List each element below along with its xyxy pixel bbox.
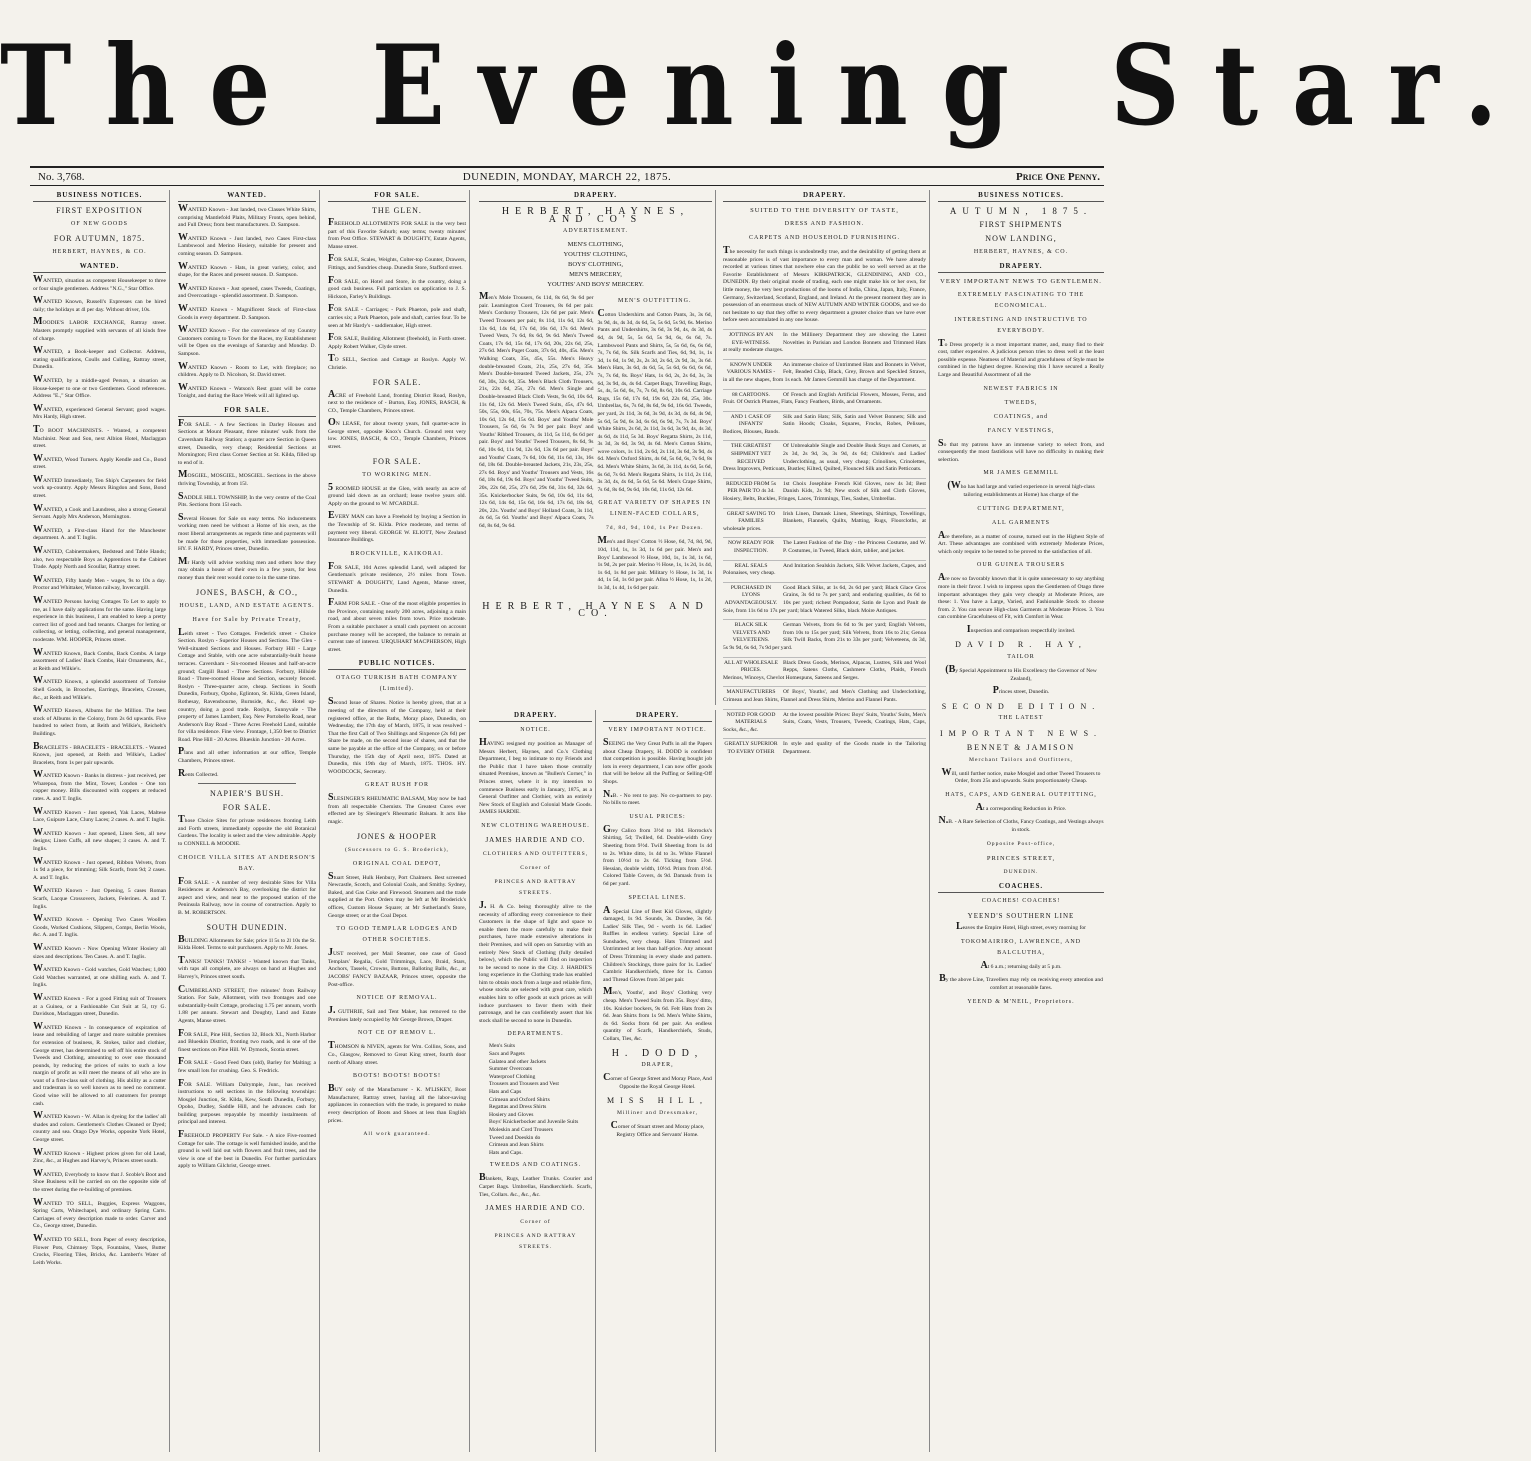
col2-heading: WANTED. — [178, 190, 316, 202]
clothing-line: MEN'S CLOTHING, — [567, 241, 624, 249]
vestings: FANCY VESTINGS, — [987, 427, 1055, 434]
outfitting-head: MEN'S OUTFITTING. — [618, 298, 692, 305]
hill-sub: Milliner and Dressmaker, — [616, 1109, 699, 1116]
departments-head: DEPARTMENTS. — [507, 1031, 564, 1038]
ad-item: WANTED Known - Gold watches, Gold Watches; 1,000 Gold Watches warranted, at one shilling each. A. and T. Inglis. — [33, 963, 166, 989]
exposition-sub: OF NEW GOODS — [71, 221, 128, 227]
ad-item: WANTED Known, Albums for the Million. The best stock of Albums in the Colony, from 2s 6d upwards. Five hundred to select from, at Reith and Wilkie's, Reichelt's Buildings. — [33, 704, 166, 737]
clothing-line: YOUTHS' CLOTHING, — [563, 251, 628, 259]
column-6 — [600, 710, 716, 1452]
garments-text: Are therefore, as a matter of course, turned out in the Highest Style of Art. These advantages are combined with extremely Moderate Prices, which only require to be tested to be proved to the satisfaction of all. — [938, 529, 1104, 555]
choice-title: CHOICE VILLA SITES AT ANDERSON'S BAY. — [178, 854, 316, 872]
jotting-row — [723, 329, 926, 355]
jotting-text: In the Millinery Department they are showing the Latest Novelties in Parisian and London Bonnets and Trimmed Hats at really moderate charges. — [723, 331, 926, 354]
ad-item: WANTED Known, Back Combs, Back Combs. A large assortment of Ladies' Back Combs, Hair Ornaments, &c., at Reith and Wilkie's. — [33, 646, 166, 672]
col2-ads-sale — [178, 417, 316, 583]
hooper-depot: ORIGINAL COAL DEPOT, — [352, 860, 442, 867]
yeend: YEEND'S SOUTHERN LINE — [967, 911, 1075, 920]
col2-ads-top — [178, 205, 316, 401]
tailor: TAILOR — [1007, 654, 1035, 661]
hooper-text: Stuart Street, Hulk Henbury, Port Chalmers. Best screened Newcastle, Scotch, and Colonial Coals, and Smithy. Sydney, Baked, and Gas Coke and Firewood. Steamers and the trade supplied at the Port. Orders may be left at Mr Broderick's offices, Custom House Square; at Mr Sutherland's Store, George street; or at the Coal Depot. — [328, 870, 466, 919]
exposition-firm: HERBERT, HAYNES, & CO. — [52, 249, 147, 255]
list-item: Men's Suits — [489, 1043, 516, 1050]
usual-text: Grey Calico from 3½d to 10d. Horrocks's Shirting, 5d; Twilled, 6d. Double-width Grey Sheeting from 9½d. Twill Sheeting from 1s 4d to 2s. White ditto, 1s 4d to 3s. White Flannel from 10½d to 2s 6d. Ticking from 5½d. Hessian, double width, 10½d. Prints from 4½d. Colored Table Covers, 4s 9d. Damask from 1s 6d per yard. — [603, 823, 712, 887]
jotting-text: And Imitation Sealskin Jackets, Silk Velvet Jackets, Capes, and Polonaises, very cheap. — [723, 562, 926, 577]
dodd-addr: Corner of George Street and Moray Place, And Opposite the Royal George Hotel. — [603, 1072, 712, 1090]
princes-dunedin: Princes street, Dunedin. — [992, 685, 1050, 697]
col3-ads3 — [328, 481, 466, 545]
shapes-price: 7d, 8d, 9d, 10d, 1s Per Dozen. — [605, 525, 704, 532]
ad-item: WANTED, a Cook and Laundress, also a strong General Servant. Apply Mrs Anderson, Mornington. — [33, 502, 166, 521]
jones-basch-title: JONES, BASCH, & CO., — [195, 587, 298, 597]
jotting-row — [723, 440, 926, 473]
public-notices-heading: PUBLIC NOTICES. — [328, 658, 466, 670]
ad-item: WANTED Immediately, Ten Ship's Carpenters for field work up-country. Apply Messrs Ringdon and Sons, Bond street. — [33, 473, 166, 500]
guinea: OUR GUINEA TROUSERS — [977, 562, 1065, 569]
jotting-side-label: MANUFACTURERS — [726, 689, 776, 696]
herbert-adv: ADVERTISEMENT. — [562, 228, 629, 235]
jotting-text: Of Boys', Youths', and Men's Clothing and Underclothing, Crimean and Jean Shirts, Flannel and Dress Shirts, Merino and Flannel Pants. — [723, 689, 926, 703]
column-3 — [325, 190, 470, 1452]
shapes-head: GREAT VARIETY OF SHAPES IN LINEN-FACED COLLARS, — [598, 500, 712, 518]
jotting-side-label: NOW READY FOR INSPECTION. — [728, 540, 774, 554]
ad-item: FOR SALE, Scales, Weights, Colter-top Counter, Drawers, Fittings, and Sundries cheap. Dunedin Store, Stafford street. — [328, 253, 466, 271]
warehouse-title: NEW CLOTHING WAREHOUSE. — [481, 822, 590, 829]
ad-item: MOSGIEL, MOSGIEL, MOSGIEL. Sections in the above thriving Township, at from 15l. — [178, 469, 316, 488]
column-7 — [720, 190, 930, 1452]
special-text: A Special Line of Best Kid Gloves, slightly damaged, 1s 9d. Sounds, 3s. Dundee, 3s 6d. Ladies' Silk Ties, 9d - worth 1s 6d. Ladies' Ruffles in endless variety. Special Line of Sunshades, very cheap. Hats Trimmed and Untrimmed at less than half-price. Any amount of Dress Trimming in every shade and pattern. Children's Stockings, three pairs for 1s. Ladies' Cambric Handkerchiefs, three for 1s. Cotton and Thread Gloves from 3d per pair. — [603, 904, 712, 983]
ad-item: WANTED, Cabinetmakers, Bedstead and Table Hands; also, two respectable Boys as Apprentices to the Cabinet Trade. Apply North and Scoullar, Rattray street. — [33, 545, 166, 571]
jotting-row — [723, 619, 926, 652]
removal-text: J. GUTHRIE, Sail and Tent Maker, has removed to the Premises lately occupied by Mr George Brown, Draper. — [328, 1005, 466, 1023]
col3-heading: FOR SALE. — [328, 190, 466, 202]
jotting-side-label: THE GREATEST SHIPMENT YET RECEIVED — [730, 443, 772, 465]
ad-item: FARM FOR SALE. - One of the most eligible properties in the Province, containing nearly 200 acres, adjoining a main road, and about seven miles from town. Price moderate. From a suitable purchaser a small cash payment on account purchase money will be accepted, the balance to remain at current rate of interest. URQUHART MACPHERSON, High street. — [328, 597, 466, 653]
jotting-row — [723, 657, 926, 683]
ad-item: FOR SALE, on Hotel and Store, in the country, doing a good cash business. Full particulars on application to J. S. Hickson, Farley's Buildings. — [328, 274, 466, 300]
list-item: Hats and Caps — [489, 1089, 522, 1095]
col8-heading: BUSINESS NOTICES. — [938, 190, 1104, 202]
turkish-title: OTAGO TURKISH BATH COMPANY (Limited). — [335, 675, 459, 693]
ad-item: WANTED Known - Now Opening Winter Hosiery all sizes and descriptions. Ten Cases. A. and T. Inglis. — [33, 941, 166, 960]
napier-title: NAPIER'S BUSH. — [209, 789, 285, 799]
col6-heading: DRAPERY. — [603, 710, 712, 722]
col3-ads — [328, 219, 466, 373]
interesting: INTERESTING AND INSTRUCTIVE TO EVERYBODY. — [954, 316, 1088, 334]
ad-item: CUMBERLAND STREET, five minutes' from Railway Station. For Sale, Allotment, with two frontages and one substantially-built Cottage, producing 1.75 per annum, worth 1.88 per annum. Stewart and Doughty, Land and Estate Agents, Manse street. — [178, 983, 316, 1024]
hardie-princes-2: PRINCES AND RATTRAY STREETS. — [494, 1233, 577, 1251]
jotting-side-label: JOTTINGS BY AN EYE-WITNESS. — [728, 331, 774, 346]
herbert-sign: HERBERT, HAYNES AND CO. — [482, 600, 709, 620]
ad-item: BRACELETS - BRACELETS - BRACELETS. - Wanted Known, just opened, at Reith and Wilkie's, Ladies' Bracelets, from 1s per pair upwards. — [33, 740, 166, 766]
list-item: Crimean and Jean Shirts — [489, 1142, 544, 1149]
hill-title: MISS HILL, — [607, 1096, 708, 1106]
list-item: Regattas and Dress Shirts — [489, 1104, 547, 1111]
youths-text: Men's, Youths', and Boys' Clothing very cheap. Men's Tweed Suits from 35s. Boys' ditto, 10s. Knicker bockers, 9s 6d. Felt Hats from 2s 6d. Jean Shirts from 1s 9d. Men's White Shirts, 4s 6d. Socks from 6d per pair. An endless quantity of Scarfs, Handkerchiefs, Studs, Collars, Ties, &c. — [603, 986, 712, 1042]
price: Price One Penny. — [1015, 171, 1100, 183]
suited-title: SUITED TO THE DIVERSITY OF TASTE, — [750, 207, 899, 214]
choice-text: FOR SALE. - A number of very desirable Sites for Villa Residences at Anderson's Bay, overlooking the district for aspect and view, and near to the proposed station of the Peninsula Railway, now in course of construction. Apply to B. M. ROBERTSON. — [178, 875, 316, 916]
jotting-row — [723, 389, 926, 407]
jotting-side-label: GREAT SAVING TO FAMILIES — [726, 510, 776, 525]
yeend-text: Leaves the Empire Hotel, High street, every morning for — [955, 921, 1086, 933]
ad-item: WANTED, situation as competent Housekeeper to three or four single gentlemen. Address "N.G.," Star Office. — [33, 274, 166, 292]
jotting-row — [723, 709, 926, 735]
masthead-title: The Evening Star. — [0, 20, 1531, 151]
glen: THE GLEN. — [372, 206, 422, 215]
departments-list — [479, 1043, 592, 1157]
places: TOKOMAIRIRO, LAWRENCE, AND BALCLUTHA, — [960, 938, 1082, 956]
ad-item: WANTED Known - Watson's Rest grant will be come Tonight, and during the Race Week will all lighted up. — [178, 381, 316, 400]
jotting-row — [723, 686, 926, 704]
hardie-corner-2: Corner of — [520, 1219, 551, 1226]
fascinating: EXTREMELY FASCINATING TO THE ECONOMICAL. — [957, 291, 1085, 309]
hill-addr: Corner of Stuart street and Moray place, Registry Office and Servants' Home. — [610, 1119, 705, 1138]
ad-item: MOODIE'S LABOR EXCHANGE, Rattray street. Masters promptly supplied with servants of all kinds free of charge. — [33, 316, 166, 342]
now-landing: NOW LANDING, — [985, 233, 1057, 243]
ad-item: WANTED, experienced General Servant; good wages. Mrs Hardy, High street. — [33, 402, 166, 421]
jones-basch-sub: HOUSE, LAND, AND ESTATE AGENTS. — [179, 602, 315, 609]
gemmill: MR JAMES GEMMILL — [983, 470, 1059, 477]
column-5 — [476, 710, 596, 1452]
notice-title: NOTICE. — [520, 727, 551, 733]
ad-item: WANTED, by a middle-aged Person, a situation as House-keeper to one or two Gentlemen. Good references. Address "E.," Star Office. — [33, 373, 166, 400]
jotting-side-label: KNOWN UNDER VARIOUS NAMES - — [726, 361, 776, 376]
dress-title: DRESS AND FASHION. — [784, 221, 865, 227]
jotting-row — [723, 537, 926, 555]
col3-sale2: FOR SALE. — [372, 377, 422, 387]
news: IMPORTANT NEWS. — [939, 729, 1103, 739]
newest: NEWEST FABRICS IN — [983, 385, 1059, 392]
herbert-right-items: Cotton Undershirts and Cotton Pants, 3s, 3s 6d, 3s 9d, 4s, 4s 3d, 4s 6d, 5s, 5s 6d, 5s 9d, 6s. Merino Pants and Undershirts, 3s 6d, 3s 9d, 4s, 4s 3d, 4s 6d, 4s 9d, 5s, 5s 6d, 5s 9d, 6s, 6s 6d, 7s. Lambswool Pants and Shirts, 5s, 5s 6d, 6s, 6s 6d, 7s, 7s 6d, 8s. Silk Scarfs and Ties, 6d, 9d, 1s, 1s 3d, 1s 6d, 1s 9d, 2s, 2s 3d, 2s 6d, 2s 9d, 3s, 3s 6d. Men's Hats, 3s 6d, 4s 6d, 5s, 5s 6d, 6s 6d, 6s 6d, 7s, 7s 6d, 8s. Boys' Hats, 1s 6d, 2s, 2s 6d, 3s, 3s 6d, 3s 9d, 4s, 4s 6d. Carpet Bags, Travelling Bags, 5s, 4s, 5s 6d, 6s, 7s, 7s 6d, 8s 6d, 10s 6d. Carriage Rugs, 15s 6d, 17s 6d, 19s 6d, 22s 6d, 25s, 30s. Umbrellas, 6s, 7s 6d, 8s 6d, 9s 6d, 16s 6d. Tweeds, per yard, 2s 11d, 3s 6d, 3s 9d, 4s 3d, 4s 6d, 4s 9d, 5s 6d, 5s 9d, 6s 3d, 6s 6d, 6s 9d, 7s, 7s 3d. Boys' White Shirts, 2s 6d, 2s 11d, 3s 6d, 3s 9d, 4s, 4s 3d, 4s 6d, 4s 11d, 5s 3d. Boys' Regatta Shirts, 2s 11d, 3s 3d, 3s 6d, 3s 9d, 4s 6d. Men's Cotton Shirts, wove colors, 1s 11d, 2s 6d, 2s 11d, 3s 6d, 3s 9d, 4s 6d. Men's Oxford Shirts, 4s 6d, 5s 6d, 6s, 7s 6d, 8s 6d. Men's White Shirts, 3s 6d, 3s 11d, 4s 6d, 5s 6d, 6s 6d, 7s 6d. Men's Regatta Shirts, 1s 11d, 2s 11d, 3s 3d, 4s, 4s 6d, 5s 6d, 5s 6d. Men's Crape Shirts, 7s 6d, 8s 6d, 9s 6d, 10s 6d, 11s 6d, 12s 6d. — [597, 308, 712, 493]
jotting-side-label: GREATLY SUPERIOR TO EVERY OTHER — [724, 741, 778, 755]
list-item: Hosiery and Gloves — [489, 1111, 534, 1118]
second-edition: SECOND EDITION. — [941, 701, 1101, 711]
jotting-text: Good Black Silks, at 1s 6d, 2s 6d per yard; Black Glace Gros Grains, 3s 6d to 7s per yard; and enduring qualities, 4s 6d to 10s per yard; richest Pompadour, Satin de Lyon and Pault de Soie, from 11s 6d to 17s per yard; black Watered Silks, black Moire Antiques. — [723, 584, 926, 614]
col8-firm: HERBERT, HAYNES, & CO. — [973, 248, 1069, 255]
ad-item: FREEHOLD ALLOTMENTS FOR SALE in the very best part of this Favorite Suburb; easy terms; twenty minutes' from Post Office. STEWART & DOUGHTY, Estate Agents, Manse street. — [328, 217, 466, 250]
coaches-heading: COACHES. — [938, 881, 1104, 893]
jotting-text: At the lowest possible Prices: Boys' Suits, Youths' Suits, Men's Suits, Coats, Vests, Trousers, Tweeds, Coatings, Hats, Caps, Socks, &c., &c. — [723, 711, 926, 733]
guinea-text: Are now so favorably known that it is quite unnecessary to say anything more in their favor. I wish to impress upon the Gentlemen of Otago three important advantages they gain very cheaply at Moderate Prices, are these: 1. You have a Large, Varied, and Fashionable Stock to choose from. 2. You can secure High-class Garments at Moderate Prices. 3. You can combine Gracefulness of Fit, with Comfort in Wear. — [938, 572, 1104, 621]
ad-item: WANTED Known - For a good Fitting suit of Trousers at a Guinea, or a Fashionable Cut Suit at 5l, try G. Davidson, Maclaggan street, Dunedin. — [33, 991, 166, 1018]
jotting-text: German Velvets, from 6s 6d to 9s per yard; English Velvets, from 10s to 15s per yard; Silk Velvets, from 16s to 21s; Genoa Silk Twill Backs, from 21s to 33s per yard; Velveteens, 4s 3d, 5s 9s 9d, 6s 6d, 7s 9d per yard. — [723, 622, 926, 651]
napier-sub: FOR SALE. — [222, 803, 272, 813]
opposite: Opposite Post-office, — [986, 840, 1056, 847]
ad-item: WANTED Known - Just opened, Yak Laces, Maltese Lace, Guipure Lace, Cluny Laces; 2 cases. A. and T. Inglis. — [33, 805, 166, 824]
ad-item: WANTED Known - Magnificent Stock of First-class Goods in every department. D. Sampson. — [178, 302, 316, 321]
reduction: At a corresponding Reduction in Price. — [975, 801, 1067, 813]
slesinger: SLESINGER'S RHEUMATIC BALSAM, May now be had from all respectable Chemists. The Greatest Cures ever effected are by Slesinger's Rheumatic Balsam. It acts like magic. — [328, 792, 466, 826]
important-title: VERY IMPORTANT NOTICE. — [608, 727, 707, 733]
dodd-title: H. DODD, — [611, 1047, 704, 1059]
dodd-draper: DRAPER, — [641, 1062, 674, 1069]
jotting-row — [723, 359, 926, 385]
times: At 6 a.m.; returning daily at 5 p.m. — [980, 959, 1062, 971]
hardie-title-2: JAMES HARDIE AND CO. — [485, 1204, 586, 1213]
ad-item: WANTED Known - Highest prices given for old Lead, Zinc, &c., at Hughes and Harvey's, Princes street south. — [33, 1146, 166, 1165]
jotting-side-label: ALL AT WHOLESALE PRICES. — [724, 659, 778, 674]
divider — [198, 783, 296, 784]
jotting-text: An immense choice of Untrimmed Hats and Bonnets in Velvet, Felt, Beaded Chip, Black, Grey, Brown and Speckled Straws, in all the new shapes, from 1s each. Mr James Gemmill has charge of the Department. — [723, 361, 926, 383]
nb-text: N.B. - No rent to pay. No co-partners to pay. No bills to meet. — [603, 788, 712, 807]
yeend-more: By the above Line, Travellers may rely on receiving every attention and comfort at reasonable fares. — [939, 973, 1103, 991]
ad-item: TANKS! TANKS! TANKS! - Wanted known that Tanks, with taps all complete, are always on hand at Hughes and Harvey's, Princes street south. — [178, 954, 316, 980]
list-item: Summer Overcoats — [489, 1066, 533, 1073]
hats: HATS, CAPS, AND GENERAL OUTFITTING, — [945, 791, 1097, 798]
col2-ads-end — [178, 933, 316, 1171]
jotting-row — [723, 582, 926, 615]
ad-item: WANTED, Wood Turners. Apply Kendle and Co., Bond street. — [33, 452, 166, 471]
tweeds: TWEEDS, — [1004, 399, 1038, 406]
usual-title: USUAL PRICES: — [629, 813, 686, 820]
col3-ads4 — [328, 560, 466, 655]
herbert-left-items: Men's Mole Trousers, 6s 11d, 8s 6d, 9s 6d per pair. Leamington Cord Trousers, 8s 6d per pair. Men's Corduroy Trousers, 12s 6d per pair. Men's Tweed Trousers per pair, 8s 11d, 11s 6d, 12s 6d, 13s 6d, 14s 6d, 17s 6d, 16s 6d, 17s 6d. Men's Tweed Vests, 7s 6d, 8s 6d, 9s 6d. Men's Tweed Coats, 17s 6d, 15s 6d, 17s 6d, 20s, 22s 6d, 25s, 27s 6d. Men's Paget Coats, 37s 6d, 40s, 45s. Men's Walking Coats, 35s, 45s, 55s. Men's Heavy double-breasted Coats, 21s, 25s, 27s 6d, 35s. Men's Double-breasted Tweed Jackets, 25s, 27s 6d, 30s, 32s 6d, 35s. Men's Black Cloth Trousers, 21s, 22s 6d, 25s, 27s 6d. Men's Single and Double-breasted Black Cloth Vests, 9s 6d, 10s 6d, 11s 6d, 12s 6d. Men's Tweed Suits, 45s, 47s 6d, 50s, 55s, 60s, 65s, 70s, 75s. Men's Alpaca Coats, 10s 6d, 12s 6d, 15s 6d. Boys' and Youths' Mole Trousers, 5s 6d, 6s 7s 9d per pair. Boys' and Youths' Ribbed Trousers, 4s 11d, 5s 11d, 6s 6d per pair. Boys' and Youths' Tweed Trousers, 8s 6d, 9s 6d, 10s 6d, 11s 9d, 12s 6d, 13s 6d per pair. Boys' and Youths' Coats, 7s 6d, 10s 6d, 11s 6d, 13s, 16s 6d, 18s 6d. Double-breasted Jackets, 21s, 23s, 25s, 27s 6d. Boys' and Youths' Trousers and Vests, 16s 6d, 18s 6d, 19s 6d. Boys' and Youths' Tweed Suits, 20s, 22s 6d, 25s, 27s 6d, 29s 6d, 31s 6d, 32s 6d, 35s. Knickerbocker Suits, 9s 6d, 10s 6d, 11s 6d, 12s 6d, 14s 6d, 15s 6d, 16s 6d, 17s 6d, 18s 6d, 20s, 22s. Youths' and Boys' Holland Coats, 3s 11d, 4s 6d, 5s 6d. Youths' and Boys' Alpaca Coats, 7s 6d, 8s 6d, 9s 6d. — [479, 291, 594, 529]
jones-basch-line: Have for Sale by Private Treaty, — [192, 616, 302, 623]
props: YEEND & M'NEIL, Proprietors. — [967, 998, 1075, 1005]
ad-item: WANTED Known - W. Allan is dyeing for the ladies' all shades and colors. Gentlemen's Clothes Cleaned or Dyed; country and sea. Otago Dye Works, opposite York Hotel, George street. — [33, 1110, 166, 1144]
col8-drapery: DRAPERY. — [938, 261, 1104, 273]
col4-heading: DRAPERY. — [479, 190, 712, 202]
blankets-text: Blankets, Rugs, Leather Trunks. Courier and Carpet Bags. Umbrellas, Handkerchiefs. Scarfs, Ties, Collars. &c., &c., &c. — [479, 1172, 592, 1198]
remov-title: NOT CE OF REMOV L. — [357, 1030, 437, 1037]
jotting-text: Of French and English Artificial Flowers, Mosses, Ferns, and Fruit. Of Ostrich Plumes, Flats, Fancy Feathers, Birds, and Ornaments. — [723, 391, 926, 406]
clothing-line: YOUTHS' AND BOYS' MERCERY. — [547, 281, 644, 289]
ad-item: ACRE of Freehold Land, fronting District Road, Roslyn, next to the residence of - Burton, Esq. JONES, BASCH, & CO., Temple Chambers, Princes street. — [328, 388, 466, 414]
list-item: Crimean and Oxford Shirts — [489, 1096, 550, 1103]
col5-heading: DRAPERY. — [479, 710, 592, 722]
ad-item: BUILDING Allotments for Sale; price 1l 5s to 2l 10s the St. Kilda Hotel. Terms to suit purchasers. Apply to Mr. Jones. — [178, 933, 316, 952]
ad-item: WANTED Persons having Cottages To Let to apply to me, as I have daily applications for the same. Having large experience in this business, I am enabled to keep a pretty correct list of good and bad tenants. Charges for letting or collecting, or letting, collecting, and general management, moderate. WM. HOOPER, Princes street. — [33, 595, 166, 643]
column-2 — [175, 190, 320, 1452]
list-item: Sacs and Pagets — [489, 1051, 525, 1058]
list-item: Tweed and Doeskin do — [489, 1134, 541, 1141]
removal-title: NOTICE OF REMOVAL. — [356, 995, 438, 1002]
jotting-row — [723, 478, 926, 504]
jotting-side-label: REAL SEALS — [734, 562, 768, 569]
great-rush: GREAT RUSH FOR — [365, 782, 429, 789]
ad-item: WANTED Known - In consequence of expiration of lease and rebuilding of larger and more suitable premises for extension of business, R. Stokes, tailor and clothier, George street, has determined to sell off his entire stock of Tweeds and Clothing, amounting to over one thousand pounds, by reducing the prices of suits to such a low margin of profit as will meet the means of all who are in want of a first-class suit of clothing. His ability as a cutter and tradesman is so well known as to need no comment. Good wine will be allowed to all customers for prompt cash. — [33, 1020, 166, 1107]
important-text: SEEING the Very Great Puffs in all the Papers about Cheap Drapery, H. DODD is confident that competition is possible. Having bought job lots in every department, I can now offer goods that will be below all the Puffing or Selling-Off Shops. — [603, 737, 712, 785]
ad-item: FOR SALE - Carriages; - Park Phaeton, pole and shaft, carries six; a Park Phaeton, pole and shaft, carries four. To be seen at Mr Hardy's - saddlemaker, High street. — [328, 303, 466, 329]
coatings: COATINGS, and — [993, 413, 1049, 420]
appointment: (By Special Appointment to His Excellency the Governor of New Zealand), — [945, 664, 1097, 682]
jotting-side-label: 88 CARTOONS. — [731, 391, 771, 398]
jotting-side-label: AND 1 CASE OF INFANTS' — [730, 413, 772, 428]
list-item: Trousers and Trousers and Vest — [489, 1081, 559, 1088]
ad-item: WANTED Known - Just opened, Ribbon Velvets, from 1s 9d a piece, for trimming; Silk Scarfs, from 9d; 2 cases. A. and T. Inglis. — [33, 855, 166, 881]
herbert-lines — [479, 240, 712, 290]
jotting-text: Irish Linen, Damask Linen, Sheetings, Shirtings, Towellings, Blankets, Flannels, Quilts, Matting, Rugs, Floorcloths, at wholesale prices. — [723, 510, 926, 532]
jotting-text: Of Unbreakable Single and Double Busk Stays and Corsets, at 2s 3d, 2s 9d, 3s, 3s 9d, 4s 6d; Children's and Ladies' Underclothing, as usual, very cheap; Crinolines, Crinolettes, Dress Improvers, Petticoats, Bustles; Kilted, Quilted, Flounced Silk and Satin Petticoats. — [723, 443, 926, 473]
jotting-row — [723, 411, 926, 437]
list-item: Moleskin and Cord Trousers — [489, 1126, 553, 1133]
gemmill-text: (Who has had large and varied experience in several high-class tailoring establishments at Home) has charge of the — [947, 480, 1095, 498]
ad-item: WANTED Known - Just opened, cases Tweeds, Coatings, and Overcoatings - splendid assortment. D. Sampson. — [178, 281, 316, 300]
ad-item: WANTED Known, Russell's Expresses can be hired daily; the holidays at 4l per day. Without driver, 10s. — [33, 295, 166, 313]
jotting-row — [723, 560, 926, 578]
ad-item: WANTED TO SELL, Buggies, Express Waggons, Spring Carts, Whitechapel, and ordinary Spring Carts. Carriages of every description made to order. Carver and Co., George street, Dunedin. — [33, 1196, 166, 1230]
ad-item: WANTED Known - Just opened, Linen Sets, all new designs; Linen Cuffs, all new shapes; 3 cases. A. and T. Inglis. — [33, 826, 166, 853]
working-men: TO WORKING MEN. — [362, 471, 432, 478]
hardie-princes: PRINCES AND RATTRAY STREETS. — [494, 878, 577, 896]
ad-item: WANTED Known - Room to Let, with fireplace; no children. Apply to D. Nicolson, St. David street. — [178, 360, 316, 379]
first-shipments: FIRST SHIPMENTS — [979, 219, 1063, 229]
ad-item: FOR SALE. William Dalrymple, Junr., has received instructions to sell sections in the following townships: Mosgiel Junction, St. Kilda, Kew, South Dunedin, Forbury, Opoho, Dudley, Saddle Hill, and he advances cash for building purposes repayable by monthly instalments of principal and interest. — [178, 1077, 316, 1126]
exposition-season: FOR AUTUMN, 1875. — [53, 234, 146, 243]
dateline-bar — [30, 166, 1104, 186]
jotting-text: 1st Choix Josephine French Kid Gloves, now 4s 3d; Best Danish Kids, 2s 9d; New stock of Silk and Cloth Gloves, Hosiery, Belts, Buckles, Fringes, Laces, Trimmings, Ties, Sashes, Umbrellas. — [723, 480, 926, 503]
ad-item: Rents Collected. — [178, 767, 219, 779]
column-8 — [935, 190, 1107, 1452]
latest: THE LATEST — [998, 715, 1044, 722]
clothing-line: MEN'S MERCERY, — [569, 271, 622, 279]
jotting-side-label: REDUCED FROM 5s PER PAIR TO 4s 3d. — [725, 480, 777, 495]
col2-ads-jones — [178, 626, 316, 780]
guaranteed: All work guaranteed. — [363, 1131, 431, 1138]
bennet: BENNET & JAMISON — [966, 743, 1076, 753]
jotting-text: Black Dress Goods, Merinos, Alpacas, Lustres, Silk and Wool Repps, Satens Cloths, Cashmere Cloths, Plaids, French Merinos, Winceys, Chevlot Homespuns, Sateens and Serges. — [723, 659, 926, 681]
ad-item: WANTED Known - Opening Two Cases Woollen Goods, Worked Cushions, Slippers, Comps, Berlin Wools, &c. A. and T. Inglis. — [33, 913, 166, 939]
col7-heading: DRAPERY. — [723, 190, 926, 202]
jotting-side-label: PURCHASED IN LYONS ADVANTAGEOUSLY. — [724, 584, 778, 606]
ad-item: ON LEASE, for about twenty years, full quarter-acre in George street, opposite Knox's Church. Ground rent very low. JONES, BASCH, & CO., Temple Chambers, Princes street. — [328, 417, 466, 451]
hardie-text: J. H. & Co. being thoroughly alive to the necessity of affording every convenience to their Customers in the shape of light and space to enable them the more carefully to make their purchases, have made extensive alterations in their Premises, and will open on Saturday with an entirely New Stock of Clothing (fully detailed below), which the Public will find on inspection to be second to none in the City. J. HARDIE'S long experience in the Clothing trade has enabled him to obtain stock from a large and reliable firm, whose stocks are selected with great care, which enables him to offer goods at such prices as will induce purchasers to favor them with their patronage, and he can confidently assert that his stock shall be second to none in Dunedin. — [479, 899, 592, 1024]
col1-heading: BUSINESS NOTICES. — [33, 190, 166, 202]
ad-item: WANTED, Everybody to know that J. Scoble's Boot and Shoe Business will be carried on on the opposite side of the street during the re-building of premises. — [33, 1167, 166, 1193]
ad-item: Mr Hardy will advise working men and others how they may obtain a house of their own in a few years, for less money than their rent would come to in the same time. — [178, 555, 316, 581]
ad-item: Plans and all other information at our office, Temple Chambers, Princes street. — [178, 746, 316, 765]
hardie-title: JAMES HARDIE AND CO. — [485, 835, 586, 844]
dress-text: To Dress properly is a most important matter, and, many find to their cost, rather expensive. A judicious person tries to dress well at the least possible expense. Neatness of Material and gracefulness of Style must be combined in the highest degree. Knowing this I have secured a Really Large and Beautiful Assortment of all the — [938, 337, 1104, 378]
ad-item: WANTED Known - Hats, in great variety, color, and shape, for the Races and present season. D. Sampson. — [178, 260, 316, 279]
list-item: Boys' Knickerbocker and Juvenile Suits — [489, 1119, 579, 1126]
herbert-firm: HERBERT, HAYNES, AND CO'S — [501, 206, 690, 225]
ad-item: Several Houses for Sale on easy terms. No inducements working men need be without a Home of his own, as the most liberal arrangements as regards time and payments will be made for those properties, with immediate possession. HY. F. HARDY, Princes street, Dunedin. — [178, 511, 316, 553]
col1-wanted-heading: WANTED. — [33, 261, 166, 273]
stock-text: So that my patrons have an immense variety to select from, and consequently the most fastidious will have no difficulty in making their selection. — [938, 437, 1104, 463]
jotting-text: In style and quality of the Goods made in the Tailoring Department. — [783, 741, 926, 755]
ad-item: FOR SALE - Good Feed Oats (old), Barley for Malting; a few small lots for crushing. Geo. S. Fredrick. — [178, 1056, 316, 1074]
clothing-line: BOYS' CLOTHING, — [568, 261, 623, 269]
ad-item: WANTED Known - Just landed, two Cases First-class Lambswool and Merino Hosiery, suitable for present and coming season. D. Sampson. — [178, 231, 316, 257]
ad-item: WANTED Known - Just landed, two Classes White Shirts, comprising Mantlefold Plaits, Military Fronts, open behind, and Full Dress; from best manufacturers. D. Sampson. — [178, 203, 316, 229]
col3-ads2 — [328, 388, 466, 452]
notice-text: HAVING resigned my position as Manager of Messrs Herbert, Haynes, and Co.'s Clothing Department, I beg to intimate to my Friends and the Public that I have taken those centrally situated Premises, known as "Bullen's Corner," in Princes street, where it is my intention to commence Business early in January, 1875, as a General Outfitter and Clothier, with an entirely New Stock of English and Colonial Made Goods. JAMES HARDIE. — [479, 737, 592, 816]
cutting: CUTTING DEPARTMENT, — [977, 505, 1065, 512]
list-item: Hats and Caps. — [489, 1149, 523, 1156]
brockville: BROCKVILLE, KAIKORAI. — [350, 550, 444, 557]
col2-sale-heading: FOR SALE. — [178, 405, 316, 417]
hay: DAVID R. HAY, — [955, 640, 1087, 650]
invited: Inspection and comparison respectfully invited. — [966, 623, 1076, 635]
remov-text: THOMSON & NIVEN, agents for Wm. Collins, Sons, and Co., Glasgow, Removed to Great King street, fourth door north of Albany street. — [328, 1040, 466, 1066]
ad-item: FOR SALE, Pine Hill, Section 32, Block XL, North Harbor and Blueskin District, fronting two roads, and is one of the finest sections on Pine Hill. W. Dymock, Scotia street. — [178, 1027, 316, 1053]
templar-text: JUST received, per Mail Steamer, one case of Good Templars' Regalia, Gold Trimmings, Lace, Braid, Stars, Anchors, Tassels, Crowns, Buttons, Balloting Balls, &c., at JACOBS' FANCY BAZAAR, Princes street, opposite the Post-office. — [328, 947, 466, 988]
carpets-title: CARPETS AND HOUSEHOLD FURNISHING. — [748, 235, 900, 241]
tweeds-head: TWEEDS AND COATINGS. — [489, 1162, 582, 1169]
ad-item: FOR SALE, Building Allotment (freehold), in Forth street. Apply Robert Walker, Clyde street. — [328, 332, 466, 350]
nb8: N.B. - A Rare Selection of Cloths, Fancy Coatings, and Vestings always in stock. — [938, 815, 1104, 833]
hooper-sub: (Successors to G. S. Broderick), — [345, 846, 449, 853]
bennet-text: Will, until further notice, make Mosgiel and other Tweed Trousers to Order, from 25s and upwards. Suits proportionately Cheap. — [941, 766, 1101, 785]
col3-sale3: FOR SALE. — [372, 456, 422, 466]
column-4-herbert — [476, 190, 716, 705]
templar-title: TO GOOD TEMPLAR LODGES AND OTHER SOCIETIES. — [336, 926, 458, 944]
hardie-corner: Corner of — [520, 864, 551, 871]
coaches2: COACHES! COACHES! — [981, 897, 1061, 904]
ad-item: SADDLE HILL TOWNSHIP, In the very centre of the Coal Pits. Sections from 15l each. — [178, 490, 316, 509]
ad-item: WANTED Known - Banks in distress - just received, per Wharepoa, from the Mint, Tower, London - One ton copper money. Bills discounted with coppers at reduced rates. A. and T. Inglis. — [33, 769, 166, 803]
ad-item: WANTED Known, a splendid assortment of Tortoise Shell Goods, in Brooches, Earrings, Bracelets, Crosses, &c., at Reith and Wilkie's. — [33, 675, 166, 701]
dunedin: DUNEDIN. — [1003, 868, 1039, 875]
jotting-text: Silk and Satin Hats; Silk, Satin and Velvet Bonnets; Silk and Satin Hoods; Cloaks, Squares, Frocks, Robes, Pelisses, Bodices, Blouses, Bands. — [723, 413, 926, 435]
autumn-title: AUTUMN, 1875. — [949, 206, 1093, 216]
garments: ALL GARMENTS — [992, 519, 1050, 526]
ad-item: FREEHOLD PROPERTY For Sale. - A nice Five-roomed Cottage for sale. The cottage is well furnished inside, and the ground is well laid out with flowers and fruit trees, and the view is one of the best in Dunedin. For further particulars apply to William Gilchrist, George street. — [178, 1129, 316, 1170]
ad-item: WANTED, Fifty handy Men - wages, 9s to 10s a day. Proctor and Whittaker, Winton railway, Invercargill. — [33, 573, 166, 592]
ad-item: EVERY MAN can have a Freehold by buying a Section in the Township of St. Kilda. Price moderate, and terms of payment very liberal. GEORGE W. ELIOTT, New Zealand Insurance Buildings. — [328, 510, 466, 544]
ad-item: TO SELL, Section and Cottage at Roslyn. Apply W. Christie. — [328, 353, 466, 371]
ad-item: WANTED, a Book-keeper and Collector. Address, stating qualifications, Coulls and Culling, Rattray street, Dunedin. — [33, 345, 166, 371]
ad-item: WANTED Known - Just Opening, 5 cases Roman Scarfs, Lacque Crossovers, Jackets, Felerines. A. and T. Inglis. — [33, 884, 166, 910]
list-item: Galatea and other Jackets — [489, 1058, 546, 1065]
jotting-side-label: BLACK SILK VELVETS AND VELVETEENS. — [732, 622, 770, 644]
kirkpatrick-intro: The necessity for such things is undoubtedly true, and the desirability of getting them at reasonable prices is of vast importance to every man and woman. We have already recorded at various times that nowhere else can the public be so well served as at the Favorite Establishment of Messrs KIRKPATRICK, GLENDINING, AND CO., DUNEDIN. By their original mode of trading, each one might make his or her own, for little money, the very best productions of the looms of India, China, Japan, Italy, France, Germany, Switzerland, Scotland, England, and Ireland. At the present moment they are in possession of an enormous stock of NEW AUTUMN AND WINTER GOODS, and we do not hesitate to say that they offer to every department a greater choice than we have ever before seen accumulated in any one house. — [723, 245, 926, 324]
hooper-title: JONES & HOOPER — [356, 831, 438, 841]
jotting-row — [723, 508, 926, 534]
ad-item: WANTED Known - For the convenience of my Country Customers coming to Town for the Races, my Establishment will be Open on the evenings of Saturday and Monday. D. Sampson. — [178, 324, 316, 357]
jotting-side-label: NOTED FOR GOOD MATERIALS — [726, 711, 776, 726]
ad-item: FOR SALE. - A few Sections in Darley Houses and Sections at Mount Pleasant, three minutes' walk from the Caversham Railway Station; a quarter acre Section in Queen street, Dunedin, very cheap; Residential Sections at Mornington; First class Corner Section at St. Kilda, filled up to end of it. — [178, 417, 316, 466]
napier-text: Those Choice Sites for private residences fronting Leith and Forth streets, immediately opposite the old Botanical Gardens. The locality is select and the view admirable. Apply to CONNELL & MOODIE. — [178, 814, 316, 848]
kirkpatrick-rows — [723, 329, 926, 757]
ad-item: TO BOOT MACHINISTS. - Wanted, a competent Machinist. Neat and Son, next Albion Hotel, Maclaggan street. — [33, 423, 166, 450]
jotting-text: The Latest Fashion of the Day - the Princess Costume, and W. P. Costumes, in Tweed, Black skirt, tablier, and jacket. — [783, 540, 926, 554]
special-title: SPECIAL LINES. — [628, 894, 687, 901]
issue-number: No. 3,768. — [38, 171, 85, 183]
jotting-row — [723, 738, 926, 756]
column-1 — [30, 190, 170, 1452]
exposition-title: FIRST EXPOSITION — [56, 206, 143, 215]
hose: Men's and Boys' Cotton ½ Hose, 6d, 7d, 8d, 9d, 10d, 11d, 1s, 1s 3d, 1s 6d per pair. Men's and Boys' Lambswool ½ Hose, 10d, 1s, 1s 3d, 1s 6d, 1s 9d, 2s per pair. Merino ½ Hose, 1s, 1s 2d, 1s 4d, 1s 6d, 1s 8d per pair. Military ½ Hose, 1s 3d, 1s 4d, 1s 5d, 1s 6d per pair. Alloa ½ Hose, 1s, 1s 2d, 1s 3d, 1s 4d, 1s 6d per pair. — [597, 535, 713, 591]
ad-item: WANTED TO SELL, from Paper of every description, Flower Pots, Chimney Tops, Fountains, Vases, Butter Crocks, Flooring Tiles, Bricks, &c. Lambert's Water of Leith Works. — [33, 1232, 166, 1266]
ad-item: FOR SALE, 104 Acres splendid Land, well adapted for Gentleman's private residence, 2½ miles from Town. STEWART & DOUGHTY, Land Agents, Manse street, Dunedin. — [328, 560, 466, 594]
list-item: Waterproof Clothing — [489, 1073, 536, 1080]
col1-ads — [33, 276, 166, 1267]
very-important: VERY IMPORTANT NEWS TO GENTLEMEN. — [940, 277, 1102, 285]
ad-item: WANTED, a First-class Hand for the Manchester department. A. and T. Inglis. — [33, 523, 166, 542]
turkish-text: Second Issue of Shares. Notice is hereby given, that at a meeting of the directors of the Company, held at their registered office, at the Baths, Moray place, Dunedin, on Wednesday, the 17th day of March, 1875, it was resolved - That the first Call of Two Shillings and Sixpence (2s 6d) per Share be made, on the second issue of shares, and that the same be payable at the office of the Company, on or before Thursday, the 15th day of April next, 1875. Dated at Dunedin, this 19th day of March, 1875. THOS. HY. WOODCOCK, Secretary. — [328, 696, 466, 775]
boots-title: BOOTS! BOOTS! BOOTS! — [352, 1073, 441, 1080]
place-date: DUNEDIN, MONDAY, MARCH 22, 1875. — [462, 171, 672, 183]
boots-text: BUY only of the Manufacturer - K. M'LISKEY, Boot Manufacturer, Rattray street, having all the labor-saving appliances in connection with the trade, is prepared to make every description of Boots and Shoes at less than English prices. — [328, 1083, 466, 1124]
south-dunedin: SOUTH DUNEDIN. — [206, 922, 288, 932]
hardie-sub: CLOTHIERS AND OUTFITTERS, — [482, 850, 589, 857]
ad-item: 5 ROOMED HOUSE at the Glen, with nearly an acre of ground laid down as an orchard; lease twelve years old. Apply on the ground to W. M'CARDLE. — [328, 481, 466, 507]
ad-item: Leith street - Two Cottages. Frederick street - Choice Section. Roslyn - Superior Houses and Sections. The Glen - Well-situated Sections and Houses. Forbury Hill - Large Cottage and Stable, with one acre substantially-built house terraces. Caversham - Six-roomed Houses and half-an-acre ground; Cargill Road - Three Sections. Forbury, Hillside Road - Three-roomed House and Section, securely fenced. Roslyn - Three-quarter acre, cheap. Sections in South Dunedin, Forbury, Opoho, Eglinton, St. Kilda, Green Island, Rothesay, Ravensbourne, Burnside, &c., &c. Hotel up-country, doing a good trade. Roslyn, Sunnyvale - The property of James Lambert, Esq. New Portobello Road, near Anderson's Bay Road - Three Acres Freehold Land, suitable for villa residence. Fine view. Frontage, 1,350 feet to District Road. Pine Hill - 20 Acres. Blueskin Junction - 20 Acres. — [178, 626, 316, 743]
merchant: Merchant Tailors and Outfitters, — [969, 756, 1073, 763]
princes-street: PRINCES STREET, — [986, 854, 1056, 862]
